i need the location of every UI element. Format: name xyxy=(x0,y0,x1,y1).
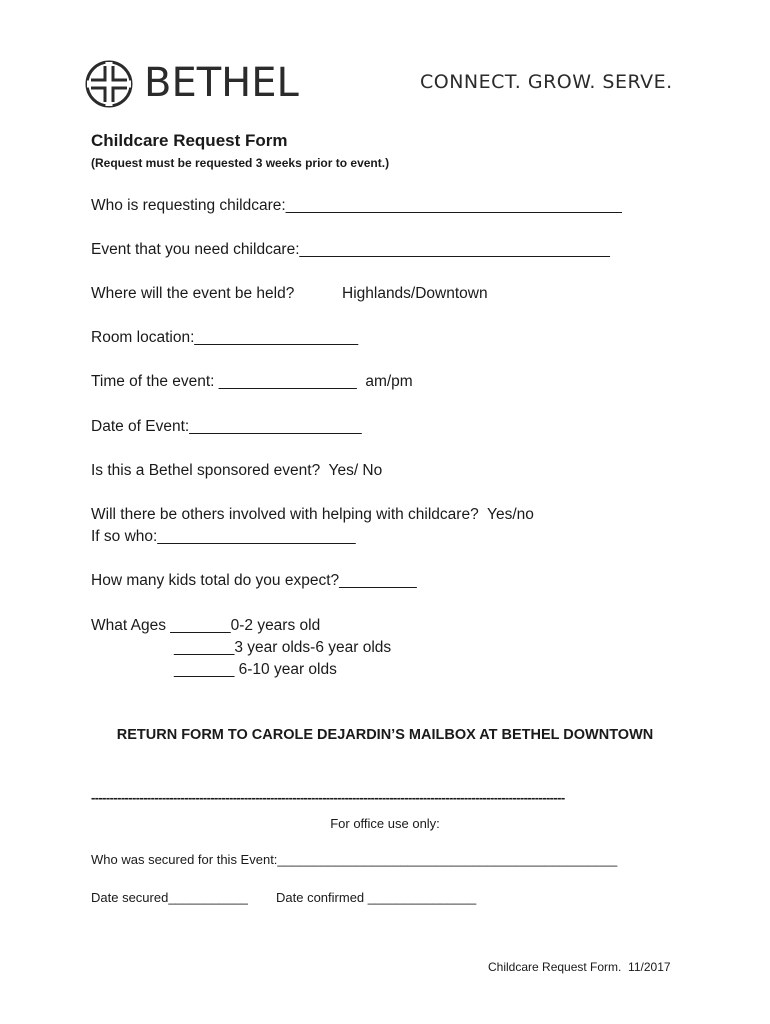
form-title: Childcare Request Form xyxy=(91,131,288,150)
office-date-secured: Date secured___________ xyxy=(91,890,248,905)
question-date: Date of Event:____________________ xyxy=(91,418,362,435)
question-event: Event that you need childcare:____________________________________ xyxy=(91,241,610,258)
return-instructions: RETURN FORM TO CAROLE DEJARDIN’S MAILBOX AT BETHEL DOWNTOWN xyxy=(116,727,654,743)
question-ages: What Ages _______0-2 years old xyxy=(91,617,321,634)
page-footer: Childcare Request Form. 11/2017 xyxy=(488,960,671,974)
ages-option-3: _______ 6-10 year olds xyxy=(174,661,337,678)
cross-circle-icon xyxy=(84,58,134,110)
office-secured-for: Who was secured for this Event:_______________________________________________ xyxy=(91,852,618,867)
where-options: Highlands/Downtown xyxy=(342,285,488,302)
question-kids: How many kids total do you expect?_________ xyxy=(91,572,417,589)
question-if-so: If so who:_______________________ xyxy=(91,528,356,545)
ages-option-2: _______3 year olds-6 year olds xyxy=(174,639,392,656)
question-room: Room location:___________________ xyxy=(91,329,359,346)
question-requesting: Who is requesting childcare:_______________________________________ xyxy=(91,197,622,214)
divider-line: ------------------------------------------------------------------------------------------------------------------------------- xyxy=(91,790,565,805)
office-heading: For office use only: xyxy=(330,816,440,831)
office-date-confirmed: Date confirmed _______________ xyxy=(276,890,477,905)
form-subtitle: (Request must be requested 3 weeks prior to event.) xyxy=(91,156,390,170)
question-sponsored: Is this a Bethel sponsored event? Yes/ No xyxy=(91,462,383,479)
question-where: Where will the event be held? xyxy=(91,285,295,302)
tagline: CONNECT. GROW. SERVE. xyxy=(420,71,673,93)
question-time: Time of the event: ________________ am/pm xyxy=(91,373,413,390)
question-others: Will there be others involved with helping with childcare? Yes/no xyxy=(91,506,534,523)
logo-wordmark: BETHEL xyxy=(144,60,299,106)
